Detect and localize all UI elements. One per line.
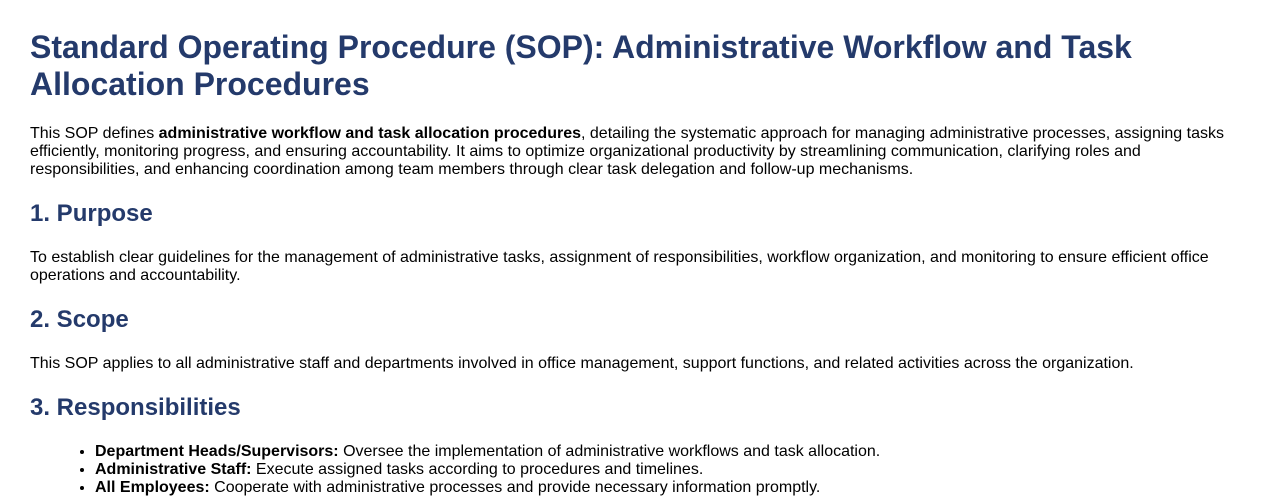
- list-item: [95, 443, 1233, 461]
- role-label: Administrative Staff:: [95, 461, 252, 478]
- list-item: [95, 479, 1233, 497]
- list-item: [95, 461, 1233, 479]
- section-heading-scope: 2. Scope: [30, 306, 129, 333]
- intro-prefix: This SOP defines: [30, 125, 159, 142]
- intro-bold-term: administrative workflow and task allocation procedures: [158, 125, 581, 142]
- responsibilities-list: [30, 443, 1233, 497]
- role-description: Oversee the implementation of administrative workflows and task allocation.: [338, 443, 881, 460]
- section-heading-purpose: 1. Purpose: [30, 200, 153, 227]
- role-description: Execute assigned tasks according to procedures and timelines.: [251, 461, 704, 478]
- intro-suffix: , detailing the systematic approach for managing administrative processes, assigning tasks efficiently, monitoring progress, and ensuring accountability. It aims to optimize organizational productivity by streamlining communication, clarifying roles and responsibilities, and enhancing coordination among team members through clear task delegation and follow-up mechanisms.: [30, 125, 1224, 178]
- role-label: All Employees:: [95, 479, 210, 496]
- intro-paragraph: [30, 125, 1233, 179]
- page-title: Standard Operating Procedure (SOP): Administrative Workflow and Task Allocation Procedures: [30, 29, 1132, 102]
- section-body-purpose: To establish clear guidelines for the management of administrative tasks, assignment of responsibilities, workflow organization, and monitoring to ensure efficient office operations and accountability.: [30, 249, 1209, 284]
- section-heading-responsibilities: 3. Responsibilities: [30, 394, 241, 421]
- role-label: Department Heads/Supervisors:: [95, 443, 339, 460]
- role-description: Cooperate with administrative processes and provide necessary information promptly.: [209, 479, 821, 496]
- section-body-scope: This SOP applies to all administrative staff and departments involved in office management, support functions, and related activities across the organization.: [30, 355, 1134, 372]
